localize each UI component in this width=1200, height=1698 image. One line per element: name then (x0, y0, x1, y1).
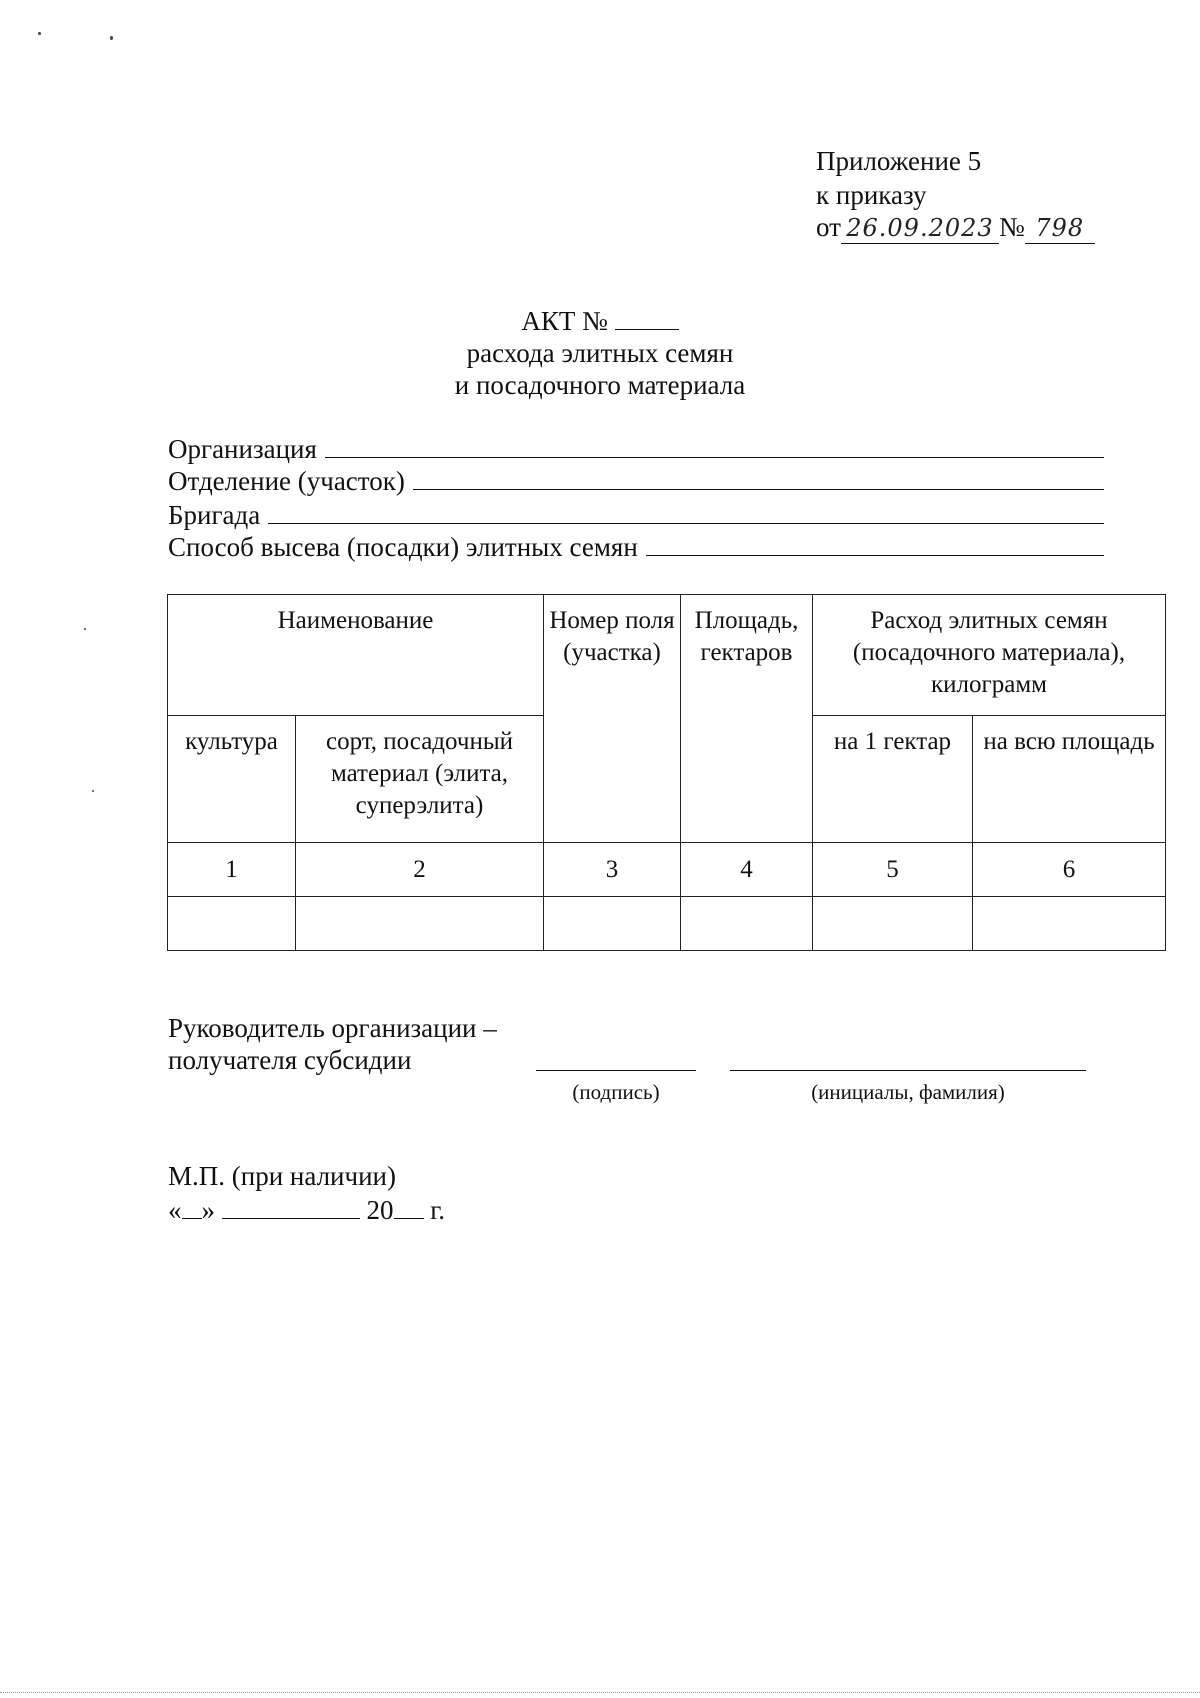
scan-speck (38, 32, 41, 35)
act-subtitle-1: расхода элитных семян (466, 338, 734, 368)
act-number-blank (615, 307, 679, 330)
appendix-order-line (816, 212, 1095, 244)
table-cell (544, 897, 681, 951)
column-number: 3 (544, 843, 681, 897)
date-line (168, 1194, 445, 1226)
field-line-brigade (268, 501, 1104, 524)
name-caption: (инициалы, фамилия) (811, 1080, 1005, 1104)
header-area: Площадь, гектаров (681, 595, 813, 843)
field-department (168, 466, 1104, 497)
column-number: 6 (973, 843, 1166, 897)
signature-line (536, 1070, 696, 1071)
subheader-per-hectare: на 1 гектар (813, 716, 973, 843)
subheader-culture: культура (168, 716, 296, 843)
handwritten-date: 26.09.2023 (841, 213, 999, 244)
signer-role-line-2: получателя субсидии (168, 1045, 412, 1075)
column-number: 4 (681, 843, 813, 897)
table-number-row (168, 843, 1166, 897)
field-organization (168, 434, 1104, 465)
table-cell (973, 897, 1166, 951)
scan-speck (84, 628, 86, 630)
field-brigade (168, 500, 1104, 531)
column-number: 2 (296, 843, 544, 897)
day-blank (182, 1196, 202, 1219)
table-header-row (168, 595, 1166, 716)
stamp-label: М.П. (при наличии) (168, 1161, 396, 1191)
signature-caption: (подпись) (572, 1080, 660, 1104)
table-cell (813, 897, 973, 951)
act-title (0, 306, 1200, 337)
scan-speck (92, 790, 94, 792)
from-prefix: от (816, 212, 841, 242)
field-line-sowing-method (646, 533, 1104, 556)
year-suffix: г. (430, 1195, 446, 1225)
field-label-brigade: Бригада (168, 500, 261, 530)
table-row (168, 897, 1166, 951)
column-number: 1 (168, 843, 296, 897)
header-consumption: Расход элитных семян (посадочного материала), килограмм (813, 595, 1166, 716)
name-line (730, 1070, 1086, 1071)
number-prefix: № (998, 212, 1025, 242)
appendix-line-1: Приложение 5 (816, 146, 982, 176)
handwritten-number: 798 (1025, 213, 1095, 244)
year-blank (394, 1196, 424, 1219)
header-field-number: Номер поля (участка) (544, 595, 681, 843)
scan-speck (110, 36, 113, 40)
date-open-quote: « (168, 1195, 182, 1225)
table-cell (168, 897, 296, 951)
table-cell (681, 897, 813, 951)
scan-bottom-edge (0, 1692, 1200, 1693)
year-prefix: 20 (366, 1195, 394, 1225)
field-sowing-method (168, 532, 1104, 563)
table-cell (296, 897, 544, 951)
act-label: АКТ № (521, 306, 608, 336)
date-close-quote: » (201, 1195, 215, 1225)
subheader-variety: сорт, посадочный материал (элита, суперэлита) (296, 716, 544, 843)
field-line-organization (325, 435, 1104, 458)
field-label-organization: Организация (168, 434, 317, 464)
subheader-total-area: на всю площадь (973, 716, 1166, 843)
header-name: Наименование (168, 595, 544, 716)
field-label-sowing-method: Способ высева (посадки) элитных семян (168, 532, 638, 562)
column-number: 5 (813, 843, 973, 897)
act-subtitle-2: и посадочного материала (454, 370, 746, 400)
field-line-department (413, 467, 1104, 490)
month-blank (222, 1196, 360, 1219)
appendix-line-2: к приказу (816, 180, 927, 210)
field-label-department: Отделение (участок) (168, 466, 405, 496)
signer-role-line-1: Руководитель организации – (168, 1013, 497, 1043)
consumption-table (167, 594, 1166, 951)
